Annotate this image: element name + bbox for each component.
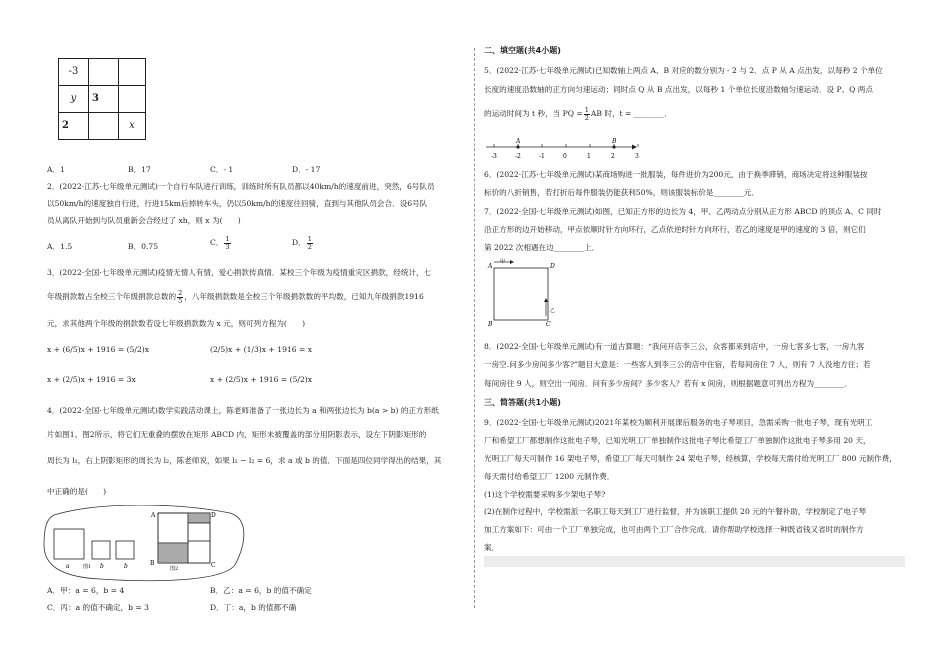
fig2-label: 图2 xyxy=(170,566,179,572)
point-a-label: A xyxy=(516,138,521,145)
grid-cell xyxy=(89,59,119,86)
number-grid xyxy=(58,58,146,140)
point-b-dot xyxy=(612,145,615,148)
q5-line: 的运动时间为 t 秒，当 PQ = $\frac{1}{2}$ AB 时，t = ________． xyxy=(484,106,672,122)
q7-pt-d: D xyxy=(550,263,555,270)
fig-label-b2: b xyxy=(124,563,128,570)
shade-bottom-left xyxy=(158,543,188,563)
q4-option-b: B．乙：a = 6，b 的值不确定 xyxy=(210,586,312,595)
q4-option-a: A．甲：a = 6，b = 4 xyxy=(47,586,125,595)
grid-cell xyxy=(89,113,119,140)
q1-option-a: A．1 xyxy=(47,165,65,174)
yi-arrow-head xyxy=(544,298,548,302)
grid-cell xyxy=(119,59,146,86)
axis-tick-label: 2 xyxy=(611,153,615,160)
pt-d: D xyxy=(211,512,216,519)
q3-option-a: x + (6/5)x + 1916 = (5/2)x xyxy=(47,345,150,354)
inner-square-b-top xyxy=(188,523,210,541)
square-abcd xyxy=(494,268,548,320)
q7-line: 沿正方形的边开始移动，甲点依顺时针方向环行，乙点依逆时针方向环行，若乙的速度是甲的速度的 3 倍，则它们 xyxy=(484,225,866,234)
square-b2 xyxy=(116,541,134,559)
axis-tick-label: 0 xyxy=(563,153,567,160)
axis-tick-label: -2 xyxy=(515,153,521,160)
section-title-answer: 三、简答题(共1小题) xyxy=(484,398,561,407)
q4-line: 片如图1、图2所示，将它们无重叠的摆放在矩形 ABCD 内，矩形未被覆盖的部分用阴影表示，设左下阴影矩形的 xyxy=(47,430,427,439)
q4-figure xyxy=(40,505,250,583)
point-b-label: B xyxy=(612,138,617,145)
q9-line: 厂和希望工厂都想制作这批电子琴，已知光明工厂单独制作这批电子琴比希望工厂单独制作这批电子琴多用 20 天， xyxy=(484,436,871,445)
column-divider xyxy=(474,48,475,608)
square-b1 xyxy=(92,541,110,559)
pt-b: B xyxy=(150,560,155,567)
q2-option-d: D． $\frac{1}{2}$ xyxy=(292,235,312,251)
q9-sub2: (2)在制作过程中，学校需派一名职工每天到工厂进行监督，并为该职工提供 20 元的午餐补助，学校制定了电子琴 xyxy=(484,507,867,516)
fig-label-b1: b xyxy=(100,563,104,570)
q7-pt-a: A xyxy=(488,263,493,270)
inner-square-b-bottom xyxy=(188,541,210,563)
q1-option-c: C．- 1 xyxy=(210,165,234,174)
q4-option-d: D．丁：a，b 的值都不确 xyxy=(210,603,297,612)
fig-label-a: a xyxy=(66,563,70,570)
q8-line: 每间房住 9 人，则空出一间房．问有多少房间？多少客人？若有 x 间房，则根据题意可列出方程为________． xyxy=(484,379,853,388)
q3-line: 元，求其他两个年级的捐款数若设七年级捐款数为 x 元，则可列方程为( ) xyxy=(47,319,306,328)
q7-line: 7．(2022·全国·七年级单元测试)如图，已知正方形的边长为 4，甲、乙两动点分别从正方形 ABCD 的顶点 A、C 同时 xyxy=(484,207,882,216)
q9-line: 9．(2022·全国·七年级单元测试)2021年某校为顺利开展课后服务的电子琴项目，急需采购一批电子琴，现有光明工 xyxy=(484,418,873,427)
grid-cell: -3 xyxy=(59,59,89,86)
grid-cell: y xyxy=(59,86,89,113)
q1-option-b: B．17 xyxy=(128,165,151,174)
grid-cell xyxy=(119,86,146,113)
q2-line: 员从离队开始到与队员重新会合经过了 xh，则 x 为( ) xyxy=(47,216,241,225)
jia-arrow-head xyxy=(510,260,514,264)
q7-line: 第 2022 次相遇在边________上． xyxy=(484,243,600,252)
q7-pt-b: B xyxy=(488,321,493,328)
q7-square-figure xyxy=(482,258,562,330)
grid-cell: 2 xyxy=(59,113,89,140)
q8-line: 8．(2022·全国·七年级单元测试)有一道古算题：“我问开店李三公，众客都来到店中，一房七客多七客，一房九客 xyxy=(484,342,865,351)
q6-line: 标价的八折销售，若打折后每件服装仍能获利50%，则该服装标价是________元． xyxy=(484,188,760,197)
section-title-fill: 二、填空题(共4小题) xyxy=(484,46,561,55)
axis-arrow xyxy=(632,145,637,150)
q2-option-c: C． $\frac{1}{3}$ xyxy=(210,235,230,251)
q5-line: 长度的速度沿数轴的正方向匀速运动；同时点 Q 从 B 点出发，以每秒 1 个单位长度沿数轴匀速运动．设 P、Q 两点 xyxy=(484,85,873,94)
q3-option-c: x + (2/5)x + 1916 = 3x xyxy=(47,375,136,384)
q9-sub2: 加工方案如下：可由一个工厂单独完成，也可由两个工厂合作完成．请你帮助学校选择一种既省钱又省时的制作方 xyxy=(484,525,864,534)
q2-option-b: B．0.75 xyxy=(128,242,159,251)
yi-label: 乙 xyxy=(550,308,556,314)
q9-sub2: 案． xyxy=(484,543,500,552)
q2-line: 2．(2022·江苏·七年级单元测试)一个自行车队进行训练，训练时所有队员都以40km/h的速度前进，突然，6号队员 xyxy=(47,182,435,191)
q3-option-b: (2/5)x + (1/3)x + 1916 = x xyxy=(210,345,313,354)
axis-tick-label: 1 xyxy=(587,153,591,160)
shade-top-right xyxy=(188,513,210,523)
grid-cell: 3 xyxy=(89,86,119,113)
q2-line: 以50km/h的速度独自行进，行进15km后掉转车头，仍以50km/h的速度往回骑，直到与其他队员会合．设6号队 xyxy=(47,199,428,208)
q6-line: 6．(2022·江苏·七年级单元测试)某商场购进一批服装，每件进价为200元，由于换季滞销，商场决定将这种服装按 xyxy=(484,170,868,179)
q2-option-a: A．1.5 xyxy=(47,242,73,251)
q4-line: 4．(2022·全国·七年级单元测试)数学实践活动课上，陈老师准备了一张边长为 a 和两张边长为 b(a > b) 的正方形纸 xyxy=(47,406,439,415)
grid-cell: x xyxy=(119,113,146,140)
q5-line: 5．(2022·江苏·七年级单元测试)已知数轴上两点 A、B 对应的数分别为 - 2 与 2．点 P 从 A 点出发，以每秒 2 个单位 xyxy=(484,66,883,75)
square-a xyxy=(54,529,84,559)
pt-a: A xyxy=(151,512,156,519)
number-line xyxy=(482,133,652,165)
q4-line: 周长为 l₁，右上阴影矩形的周长为 l₂，陈老师说，如果 l₁ − l₂ = 6，求 a 或 b 的值．下面是四位同学得出的结果，其 xyxy=(47,456,442,465)
axis-tick-label: -1 xyxy=(539,153,545,160)
q9-line: 每天需付给希望工厂 1200 元制作费． xyxy=(484,472,615,481)
inner-square-a xyxy=(158,513,188,543)
q4-option-c: C．丙：a 的值不确定，b = 3 xyxy=(47,603,149,612)
q9-sub1: (1)这个学校需要采购多少架电子琴? xyxy=(484,490,606,499)
pt-c: C xyxy=(211,562,216,569)
axis-ticks xyxy=(491,144,639,160)
q7-pt-c: C xyxy=(546,321,551,328)
q1-option-d: D．- 17 xyxy=(292,165,321,174)
q8-line: 一房空.问多少房间多少客?”题目大意是：一些客人到李三公的店中住宿，若每间房住 7 人，则有 7 人没地方住；若 xyxy=(484,360,871,369)
q3-option-d: x + (2/5)x + 1916 = (5/2)x xyxy=(210,375,313,384)
answer-area-shade xyxy=(484,556,905,567)
point-a-dot xyxy=(516,145,519,148)
q9-line: 光明工厂每天可制作 16 架电子琴，希望工厂每天可制作 24 架电子琴，经核算，学校每天需付给光明工厂 800 元制作费， xyxy=(484,454,897,463)
fig1-label: 图1 xyxy=(83,564,92,570)
axis-tick-label: -3 xyxy=(491,153,497,160)
axis-tick-label: 3 xyxy=(635,153,639,160)
q3-line: 3．(2022·全国·七年级单元测试)疫情无情人有情，爱心捐款传真情．某校三个年级为疫情重灾区捐款，经统计，七 xyxy=(47,268,432,277)
q4-line: 中正确的是( ) xyxy=(47,487,107,496)
jia-label: 甲 xyxy=(500,259,506,265)
q3-line: 年级捐款数占全校三个年级捐款总数的 $\frac{2}{5}$ ，八年级捐款数是全校三个年级捐款数的平均数，已知九年级捐款1916 xyxy=(47,289,424,305)
